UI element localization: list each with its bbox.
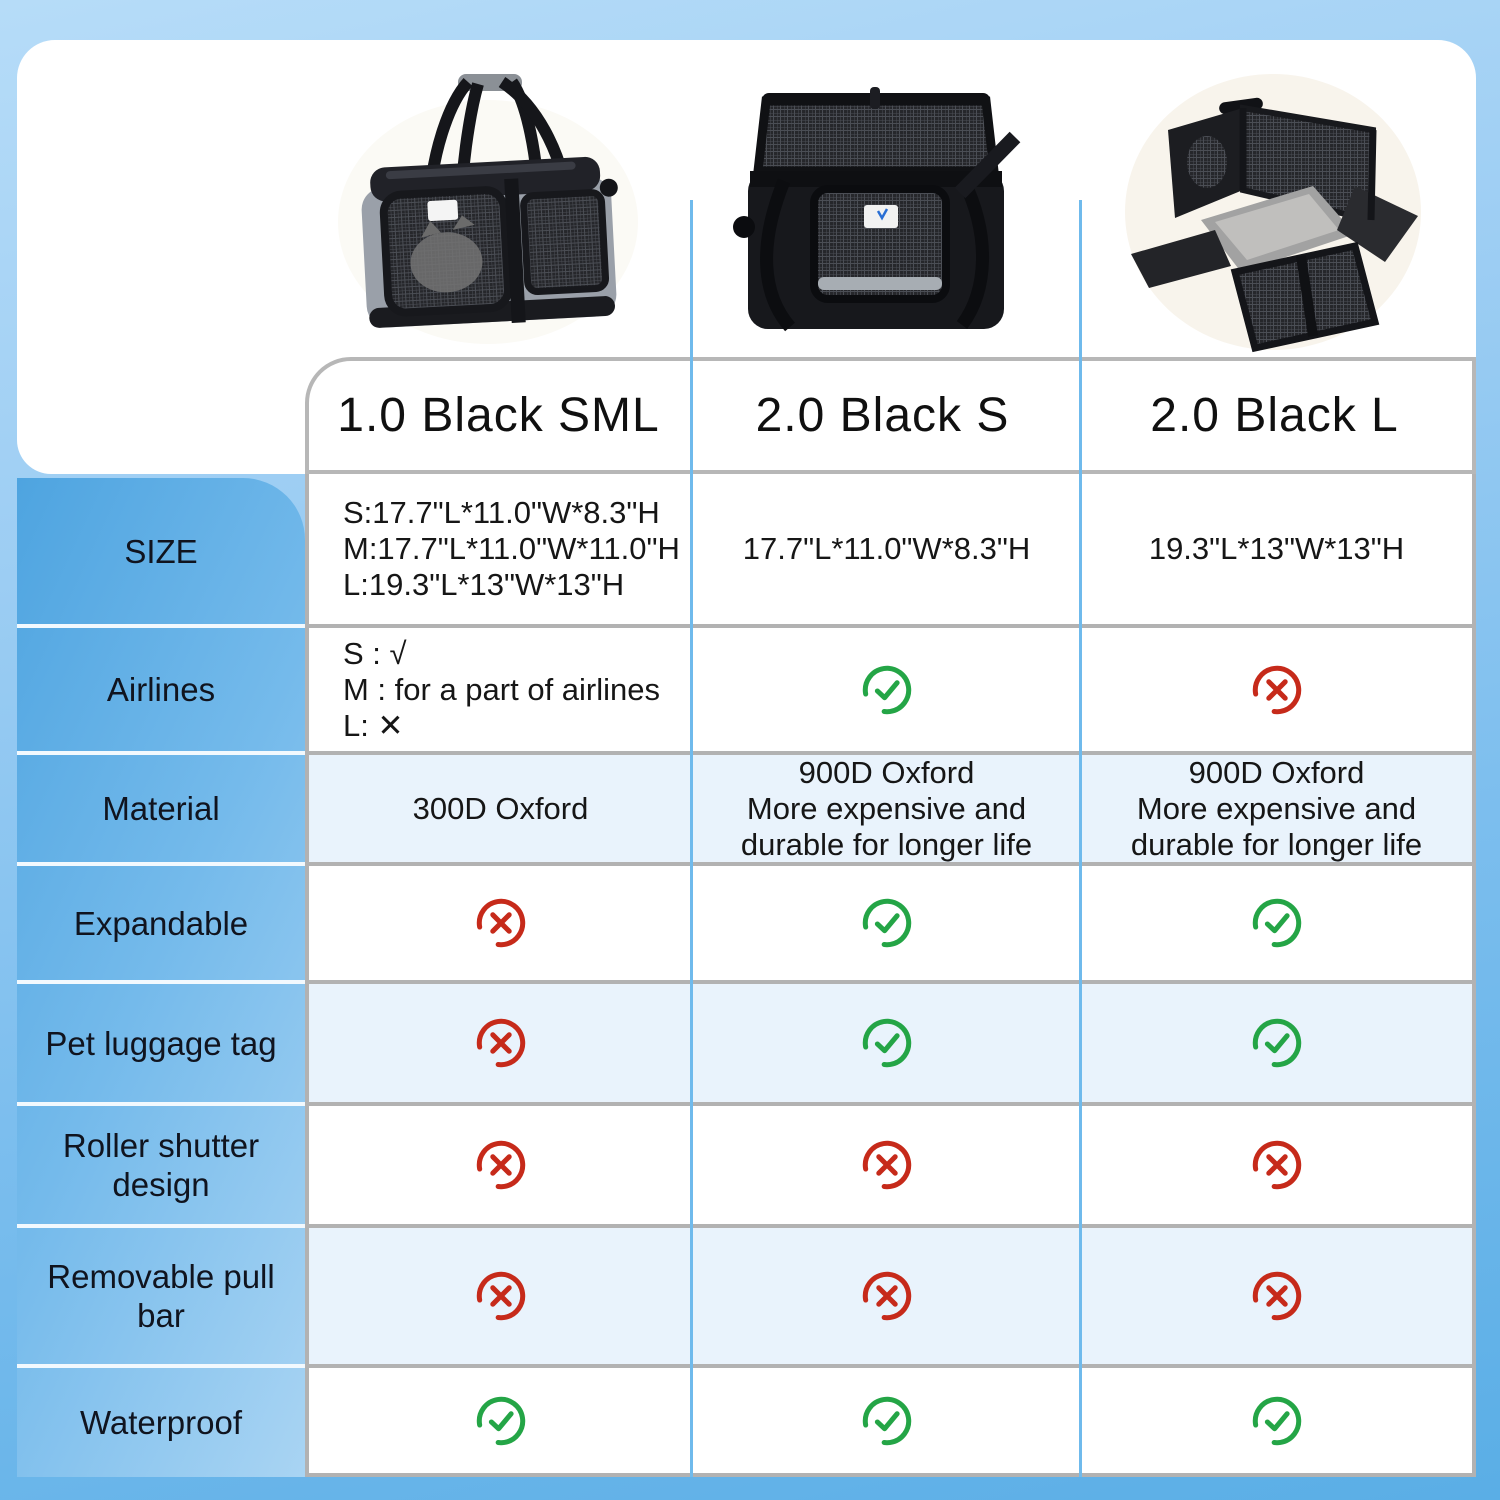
cell-text-line: L: ✕ (343, 707, 404, 743)
table-row (309, 1368, 1472, 1473)
cell-text-line: 900D Oxford (1188, 754, 1365, 790)
row-label: Material (17, 755, 305, 866)
table-cell (1081, 984, 1472, 1102)
table-cell (309, 1228, 692, 1364)
table-cell (692, 1368, 1081, 1473)
cell-text-line: S:17.7"L*11.0"W*8.3"H (343, 495, 660, 530)
product-image-black-carrier-small (728, 85, 1023, 350)
table-row (309, 755, 1472, 866)
row-label: Roller shutter design (17, 1106, 305, 1228)
table-cell (692, 866, 1081, 980)
product-name-1: 1.0 Black SML (337, 389, 660, 442)
table-cell (1081, 1106, 1472, 1224)
cross-icon (860, 1269, 914, 1323)
comparison-table-body (305, 474, 1476, 1477)
table-cell (692, 1106, 1081, 1224)
column-divider-2 (1079, 200, 1082, 1477)
table-cell (1081, 1228, 1472, 1364)
cross-icon (474, 1269, 528, 1323)
cell-text-line: L:19.3"L*13"W*13"H (343, 567, 625, 602)
row-label: Waterproof (79, 1404, 242, 1441)
table-row (309, 866, 1472, 984)
cell-text-line: M : for a part of airlines (343, 671, 661, 707)
cell-text-line: 300D Oxford (412, 790, 589, 826)
cross-icon (1250, 1269, 1304, 1323)
cross-icon (474, 1138, 528, 1192)
cell-text-line: 19.3"L*13"W*13"H (1148, 531, 1405, 566)
row-label: Removable pull bar (17, 1228, 305, 1368)
cell-text-line: durable for longer life (740, 826, 1033, 862)
table-row (309, 628, 1472, 755)
cross-icon (1250, 663, 1304, 717)
check-icon (860, 663, 914, 717)
column-divider-1 (690, 200, 693, 1477)
table-cell (692, 474, 1081, 624)
cell-text-line: More expensive and (746, 790, 1027, 826)
table-cell (309, 628, 692, 751)
check-icon (860, 1016, 914, 1070)
table-cell (309, 1106, 692, 1224)
table-row (309, 474, 1472, 628)
table-cell (309, 984, 692, 1102)
check-icon (1250, 896, 1304, 950)
cell-text-line: S : √ (343, 635, 407, 671)
product-image-black-carrier-large-expanded (1123, 70, 1423, 355)
product-name-3: 2.0 Black L (1150, 389, 1399, 442)
check-icon (860, 1394, 914, 1448)
check-icon (860, 896, 914, 950)
table-row (309, 984, 1472, 1106)
table-cell (309, 474, 692, 624)
table-row (309, 1228, 1472, 1368)
row-label: SIZE (17, 478, 305, 628)
check-icon (1250, 1016, 1304, 1070)
table-cell (309, 866, 692, 980)
table-cell (1081, 628, 1472, 751)
table-cell (309, 1368, 692, 1473)
table-cell (309, 755, 692, 862)
table-cell (692, 984, 1081, 1102)
product-showcase-card (17, 40, 1476, 474)
row-label: Airlines (17, 628, 305, 755)
cross-icon (474, 1016, 528, 1070)
row-label: Expandable (17, 866, 305, 984)
table-cell (1081, 474, 1472, 624)
cell-text-line: M:17.7"L*11.0"W*11.0"H (343, 531, 680, 566)
check-icon (474, 1394, 528, 1448)
table-cell (692, 755, 1081, 862)
table-cell (1081, 755, 1472, 862)
cell-text-line: More expensive and (1136, 790, 1417, 826)
cross-icon (860, 1138, 914, 1192)
row-label: Pet luggage tag (17, 984, 305, 1106)
cross-icon (474, 896, 528, 950)
table-cell (1081, 866, 1472, 980)
product-image-gray-carrier (330, 62, 645, 350)
table-cell (692, 1228, 1081, 1364)
cell-text-line: durable for longer life (1130, 826, 1423, 862)
table-row (309, 1106, 1472, 1228)
check-icon (1250, 1394, 1304, 1448)
cross-icon (1250, 1138, 1304, 1192)
feature-label-column (17, 478, 305, 1477)
cell-text-line: 900D Oxford (798, 754, 975, 790)
table-cell (692, 628, 1081, 751)
product-names-header (305, 357, 1476, 474)
cell-text-line: 17.7"L*11.0"W*8.3"H (742, 531, 1031, 566)
product-name-2: 2.0 Black S (755, 389, 1010, 442)
table-cell (1081, 1368, 1472, 1473)
